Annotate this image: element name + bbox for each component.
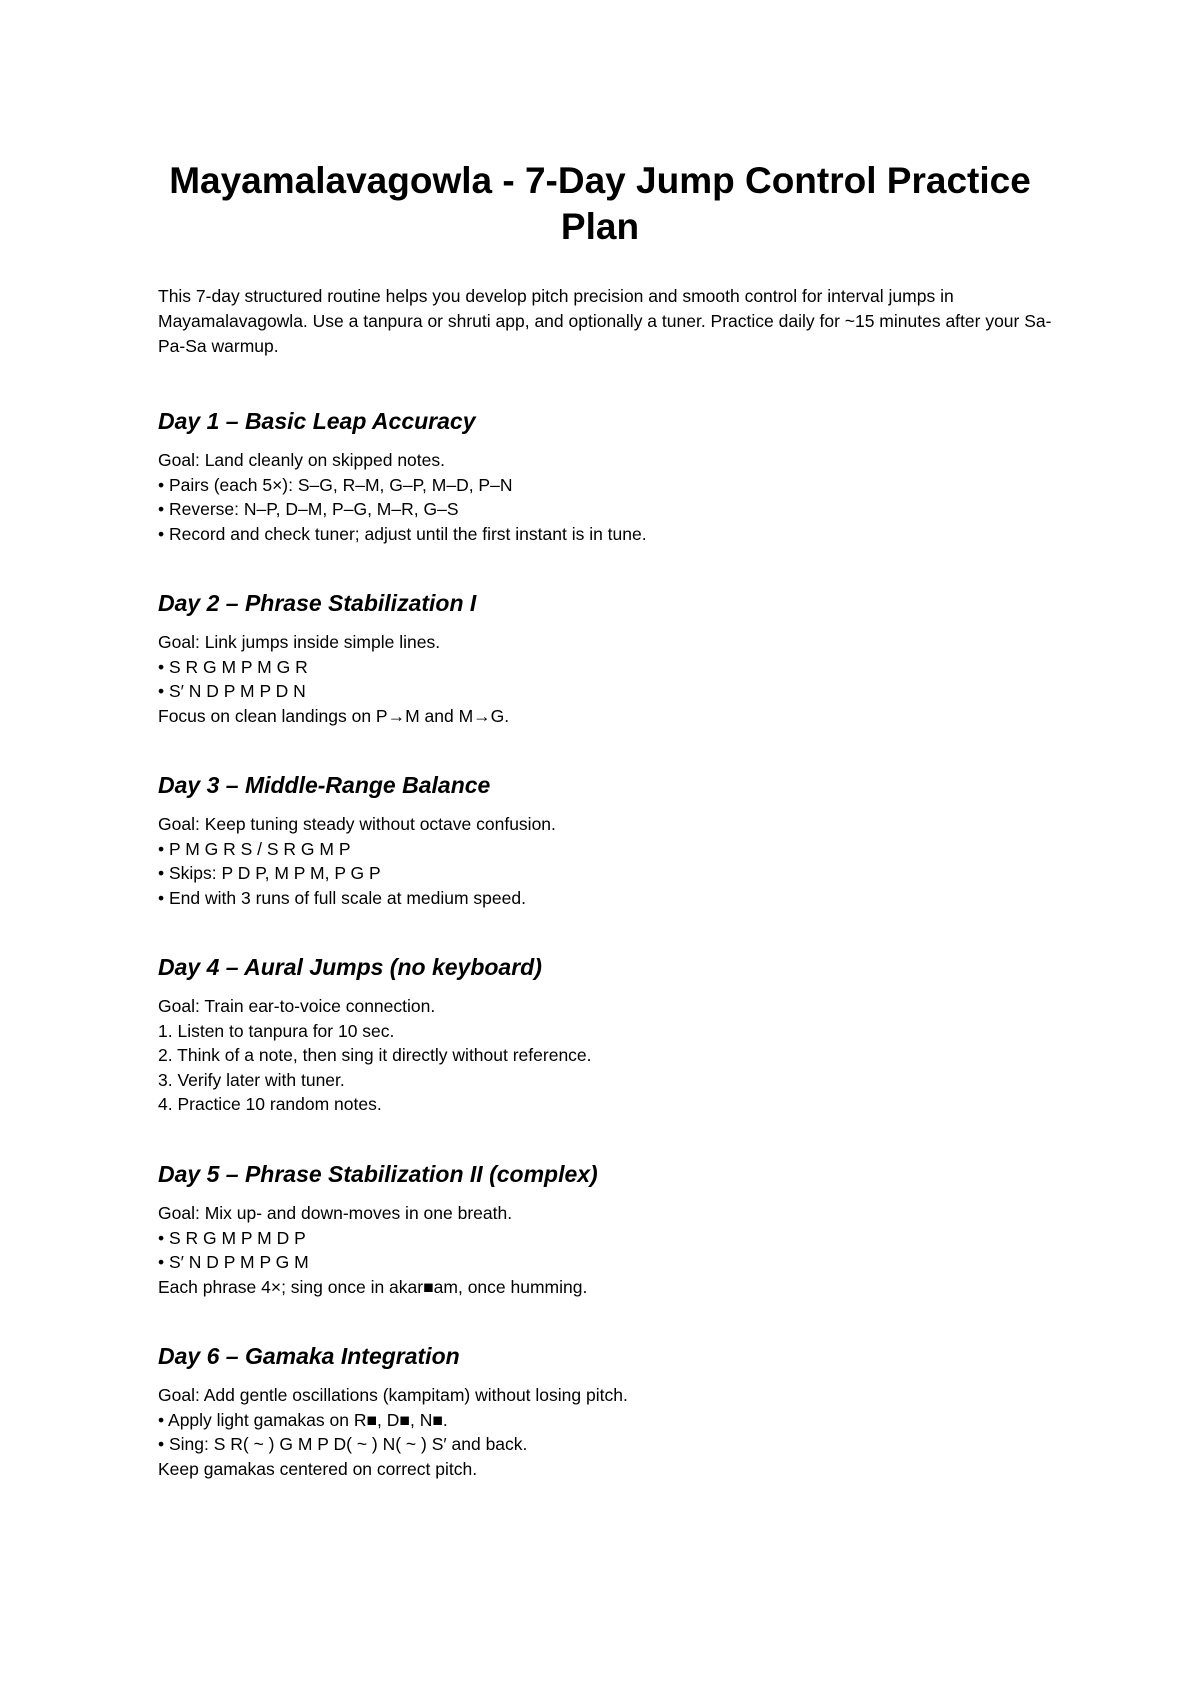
day-3-section [158, 770, 1058, 910]
day-4-section [158, 952, 1058, 1117]
day-2-section [158, 588, 1058, 728]
day-5-heading: Day 5 – Phrase Stabilization II (complex) [158, 1161, 598, 1187]
day-1-line-2: • Pairs (each 5×): S–G, R–M, G–P, M–D, P–N [158, 474, 513, 495]
day-2-goal: Goal: Link jumps inside simple lines. [158, 632, 441, 652]
day-6-line-2: • Apply light gamakas on R■, D■, N■. [158, 1409, 448, 1430]
day-3-line-4: • End with 3 runs of full scale at medium speed. [158, 887, 526, 908]
day-4-line-3: 2. Think of a note, then sing it directly without reference. [158, 1045, 592, 1065]
day-5-goal: Goal: Mix up- and down-moves in one breath. [158, 1203, 513, 1223]
day-6-section [158, 1341, 1058, 1481]
day-2-line-3: • S′ N D P M P D N [158, 681, 306, 701]
day-6-heading: Day 6 – Gamaka Integration [158, 1343, 460, 1369]
day-1-line-3: • Reverse: N–P, D–M, P–G, M–R, G–S [158, 499, 459, 519]
day-3-heading: Day 3 – Middle-Range Balance [158, 772, 491, 798]
day-4-line-5: 4. Practice 10 random notes. [158, 1094, 382, 1114]
day-3-line-2: • P M G R S / S R G M P [158, 838, 351, 859]
day-4-line-2: 1. Listen to tanpura for 10 sec. [158, 1020, 395, 1041]
document-title: Mayamalavagowla - 7-Day Jump Control Practice Plan [169, 160, 1031, 247]
day-2-line-4: Focus on clean landings on P→M and M→G. [158, 705, 510, 726]
day-4-heading: Day 4 – Aural Jumps (no keyboard) [158, 954, 542, 980]
day-4-goal: Goal: Train ear-to-voice connection. [158, 996, 436, 1016]
day-1-goal: Goal: Land cleanly on skipped notes. [158, 450, 445, 470]
intro-paragraph: This 7-day structured routine helps you develop pitch precision and smooth control for interval jumps in Mayamalavagowla. Use a tanpura or shruti app, and optionally a tuner. Practice daily for ~15 minutes after your Sa-Pa-Sa warmup. [158, 286, 1052, 356]
day-5-section [158, 1159, 1058, 1299]
day-1-line-4: • Record and check tuner; adjust until the first instant is in tune. [158, 523, 647, 544]
day-3-line-3: • Skips: P D P, M P M, P G P [158, 863, 381, 883]
day-6-goal: Goal: Add gentle oscillations (kampitam) without losing pitch. [158, 1385, 628, 1405]
day-5-line-3: • S′ N D P M P G M [158, 1252, 309, 1272]
day-3-goal: Goal: Keep tuning steady without octave confusion. [158, 814, 556, 834]
day-6-line-4: Keep gamakas centered on correct pitch. [158, 1458, 478, 1479]
day-5-line-4: Each phrase 4×; sing once in akar■am, once humming. [158, 1276, 588, 1297]
day-4-line-4: 3. Verify later with tuner. [158, 1069, 345, 1090]
day-1-heading: Day 1 – Basic Leap Accuracy [158, 408, 476, 434]
day-5-line-2: • S R G M P M D P [158, 1227, 306, 1248]
day-2-line-2: • S R G M P M G R [158, 656, 308, 677]
day-6-line-3: • Sing: S R( ~ ) G M P D( ~ ) N( ~ ) S′ and back. [158, 1434, 528, 1454]
day-2-heading: Day 2 – Phrase Stabilization I [158, 590, 477, 616]
day-1-section [158, 406, 1058, 546]
